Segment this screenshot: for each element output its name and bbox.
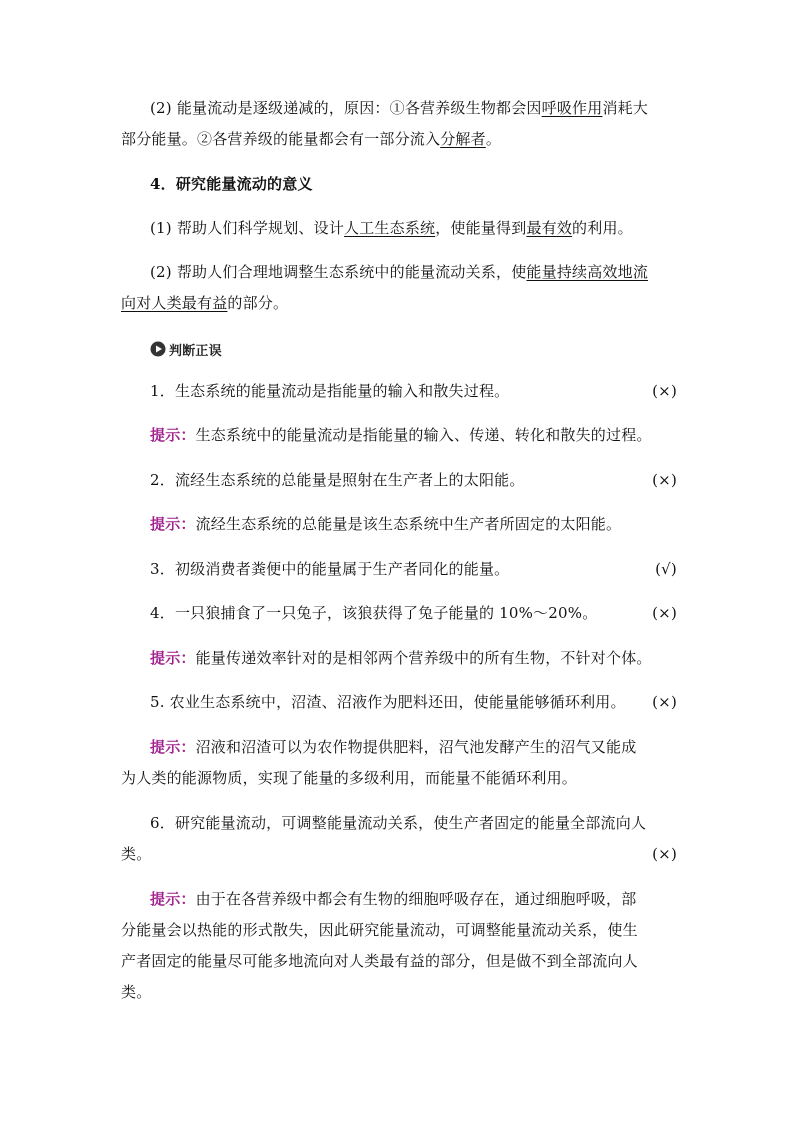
hint-label: 提示： [150,738,196,756]
question-text: 4．一只狼捕食了一只兔子，该狼获得了兔子能量的 10%～20%。 [150,604,598,622]
hint-text: 能量传递效率针对的是相邻两个营养级中的所有生物，不针对个体。 [195,649,652,667]
question-text: 类。 [121,845,152,863]
text: 。 [485,130,502,148]
question-6-line-2 [121,843,677,865]
hint-4 [150,647,710,669]
hint-text: 由于在各营养级中都会有生物的细胞呼吸存在，通过细胞呼吸，部 [195,890,637,908]
answer-mark: (√) [655,560,677,578]
hint-text: 生态系统中的能量流动是指能量的输入、传递、转化和散失的过程。 [195,426,652,444]
question-text: 2．流经生态系统的总能量是照射在生产者上的太阳能。 [150,471,525,489]
hint-label: 提示： [150,515,196,533]
underlined-answer: 呼吸作用 [541,99,603,117]
question-1 [150,380,677,402]
question-5 [150,691,677,713]
hint-label: 提示： [150,426,196,444]
hint-text: 沼液和沼渣可以为农作物提供肥料，沼气池发酵产生的沼气又能成 [195,738,637,756]
hint-6-line-2: 分能量会以热能的形式散失，因此研究能量流动，可调整能量流动关系，使生 [121,921,638,939]
underlined-answer: 最有效 [526,219,573,237]
significance-1 [150,217,710,239]
answer-mark: (×) [652,382,677,400]
badge-label: 判断正误 [169,343,222,359]
hint-2 [150,513,710,535]
question-4 [150,602,677,624]
hint-label: 提示： [150,890,196,908]
question-6-line-1: 6．研究能量流动，可调整能量流动关系，使生产者固定的能量全部流向人 [150,814,647,832]
reason-line-2 [121,128,681,150]
significance-2-line-2 [121,292,681,314]
answer-mark: (×) [652,471,677,489]
text: 消耗大 [602,99,649,117]
answer-mark: (×) [652,693,677,711]
hint-6-line-3: 产者固定的能量尽可能多地流向对人类最有益的部分，但是做不到全部流向人 [121,952,638,970]
text: (2) 能量流动是逐级递减的，原因：①各营养级生物都会因 [150,99,542,117]
text: ，使能量得到 [435,219,527,237]
question-text: 1．生态系统的能量流动是指能量的输入和散失过程。 [150,382,510,400]
hint-6-line-4: 类。 [121,983,152,1001]
text: 的利用。 [572,219,633,237]
question-3 [150,558,677,580]
underlined-answer: 人工生态系统 [344,219,436,237]
hint-1 [150,424,710,446]
hint-text: 流经生态系统的总能量是该生态系统中生产者所固定的太阳能。 [195,515,622,533]
text: 部分能量。②各营养级的能量都会有一部分流入 [121,130,441,148]
hint-5-line-1 [150,736,710,758]
question-text: 3．初级消费者粪便中的能量属于生产者同化的能量。 [150,560,510,578]
text: (2) 帮助人们合理地调整生态系统中的能量流动关系，使 [150,263,527,281]
judge-badge [150,340,222,358]
question-text: 5. 农业生态系统中，沼渣、沼液作为肥料还田，使能量能够循环利用。 [150,693,626,711]
question-2 [150,469,677,491]
significance-2-line-1 [150,261,710,283]
underlined-answer: 能量持续高效地流 [526,263,649,281]
section-heading: 4．研究能量流动的意义 [150,175,313,193]
underlined-answer: 向对人类最有益 [121,294,228,312]
hint-label: 提示： [150,649,196,667]
underlined-answer: 分解者 [440,130,486,148]
play-circle-icon [150,341,166,357]
answer-mark: (×) [652,604,677,622]
text: 的部分。 [227,294,289,312]
reason-line-1 [150,97,710,119]
hint-5-line-2: 为人类的能源物质，实现了能量的多级利用，而能量不能循环利用。 [121,769,578,787]
hint-6-line-1 [150,888,710,910]
text: (1) 帮助人们科学规划、设计 [150,219,345,237]
answer-mark: (×) [652,845,677,863]
